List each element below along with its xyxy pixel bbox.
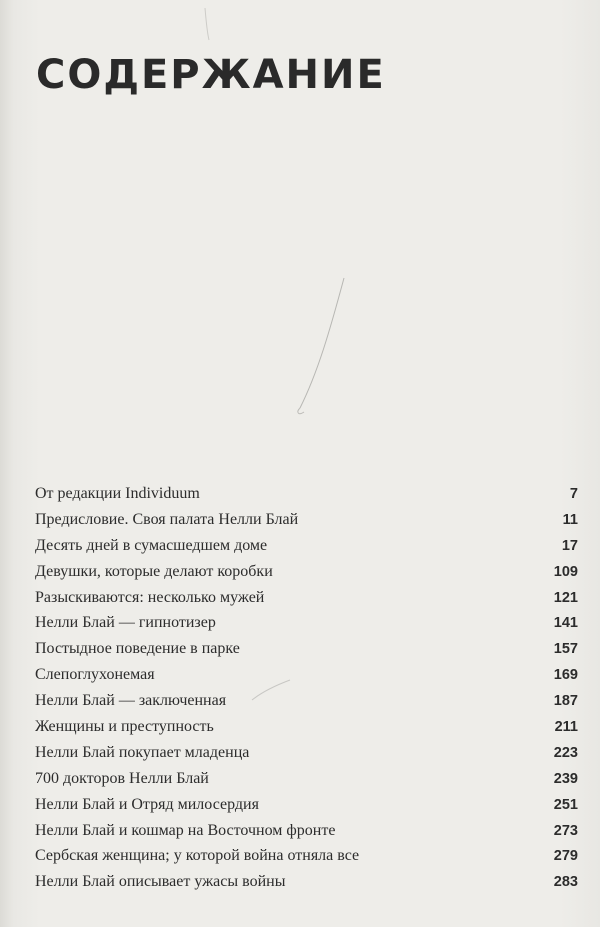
toc-entry-page: 11 [562,511,578,528]
toc-entry-page: 169 [553,667,578,684]
toc-entry-title: Нелли Блай описывает ужасы войны [35,873,286,891]
toc-entry [35,640,578,666]
toc-entry-page: 251 [553,796,578,813]
toc-entry-title: Сербская женщина; у которой война отняла все [35,847,360,865]
toc-entry-title: Нелли Блай и Отряд милосердия [35,795,259,813]
toc-entry [35,511,578,537]
toc-entry-page: 211 [554,719,578,736]
toc-entry-page: 223 [553,744,578,761]
toc-entry-title: Постыдное поведение в парке [35,640,240,658]
toc-entry [35,614,578,640]
toc-entry-page: 141 [553,615,578,632]
toc-entry [35,537,578,563]
toc-entry-page: 157 [553,641,578,658]
toc-entry [35,666,578,692]
toc-entry [35,847,578,873]
toc-entry [35,589,578,615]
toc-entry-page: 7 [569,486,578,502]
toc-entry-page: 109 [553,563,578,580]
table-of-contents [35,485,578,899]
toc-entry-page: 279 [553,848,578,865]
toc-entry [35,796,578,822]
toc-entry-title: Разыскиваются: несколько мужей [35,588,265,606]
toc-entry-title: 700 докторов Нелли Блай [35,769,209,787]
toc-entry-title: Слепоглухонемая [35,666,155,684]
toc-entry [35,692,578,718]
toc-entry-title: Десять дней в сумасшедшем доме [35,536,268,554]
toc-entry-title: Нелли Блай — заключенная [35,692,227,710]
toc-entry [35,563,578,589]
toc-entry-title: Нелли Блай покупает младенца [35,743,250,761]
toc-entry [35,718,578,744]
toc-entry-page: 283 [553,874,578,891]
page-title: СОДЕРЖАНИЕ [36,52,386,98]
toc-entry-title: Девушки, которые делают коробки [35,562,273,580]
toc-entry-page: 239 [553,770,578,787]
toc-entry-page: 121 [553,589,578,606]
toc-entry-title: Женщины и преступность [35,718,214,736]
toc-entry [35,770,578,796]
toc-entry-page: 273 [553,822,578,839]
toc-entry-page: 187 [553,693,578,710]
toc-entry [35,485,578,511]
toc-entry-title: Предисловие. Своя палата Нелли Блай [35,510,299,528]
toc-entry-page: 17 [561,537,578,554]
toc-entry-title: Нелли Блай и кошмар на Восточном фронте [35,821,336,839]
toc-entry [35,822,578,848]
toc-entry [35,744,578,770]
toc-entry [35,873,578,899]
toc-entry-title: От редакции Individuum [35,485,200,502]
toc-entry-title: Нелли Блай — гипнотизер [35,614,216,632]
